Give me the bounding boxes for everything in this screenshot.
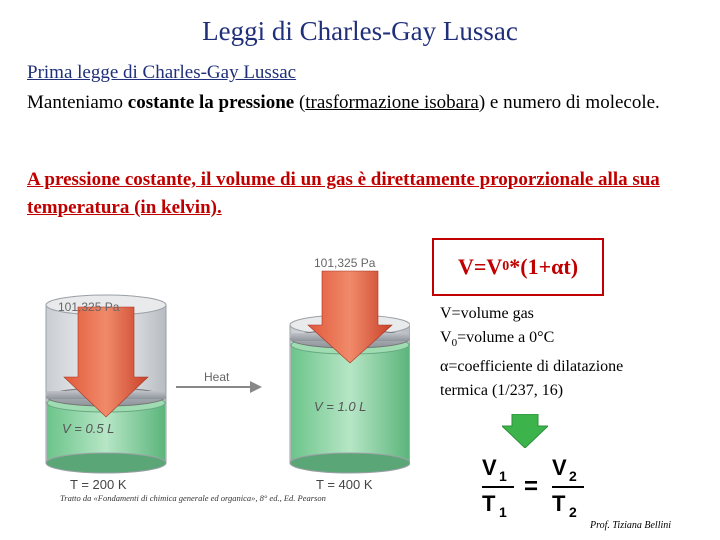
law-statement: A pressione costante, il volume di un gas è direttamente proporzionale alla sua temperatura (in kelvin). — [27, 169, 660, 218]
left-pressure-label: 101,325 Pa — [58, 300, 120, 314]
right-temperature-label: T = 400 K — [316, 477, 373, 492]
legend-line-4: termica (1/237, 16) — [440, 382, 564, 400]
right-volume-label: V = 1.0 L — [314, 399, 367, 414]
eq-v1-sub: 1 — [499, 468, 507, 484]
formula-legend — [440, 302, 623, 403]
left-volume-label: V = 0.5 L — [62, 421, 115, 436]
cylinders-illustration — [40, 245, 410, 493]
left-temperature-label: T = 200 K — [70, 477, 127, 492]
heat-label: Heat — [204, 370, 230, 384]
formula-subscript: 0 — [502, 259, 510, 274]
page-title: Leggi di Charles-Gay Lussac — [202, 16, 518, 46]
section-subtitle: Prima legge di Charles-Gay Lussac — [27, 62, 297, 83]
intro-text-3: ) e numero di molecole. — [478, 92, 660, 113]
left-cylinder — [46, 295, 166, 473]
intro-text-2: ( — [294, 92, 306, 113]
eq-t1: T — [482, 491, 496, 516]
intro-underlined-text: trasformazione isobara — [305, 92, 479, 113]
green-down-arrow-icon — [502, 414, 548, 448]
eq-v2-sub: 2 — [569, 468, 577, 484]
eq-equals: = — [524, 473, 539, 500]
intro-paragraph — [27, 89, 667, 116]
right-pressure-label: 101,325 Pa — [314, 256, 376, 270]
legend-line-3: α=coefficiente di dilatazione — [440, 358, 624, 376]
author-credit: Prof. Tiziana Bellini — [590, 520, 672, 531]
intro-text-1: Manteniamo — [27, 92, 128, 113]
charles-equation — [480, 451, 590, 523]
eq-v1: V — [482, 455, 497, 480]
eq-t1-sub: 1 — [499, 504, 507, 520]
formula-left: V=V — [457, 254, 503, 279]
figure-caption: Tratto da «Fondamenti di chimica generale ed organica», 8° ed., Ed. Pearson — [60, 493, 326, 503]
formula-right: *(1+αt) — [509, 254, 579, 279]
legend-line-2: $V_0=volume$ a 0°C — [440, 329, 555, 350]
intro-bold-text: costante la pressione — [127, 92, 295, 113]
legend-line-1: V=volume gas — [440, 305, 534, 322]
isobaric-figure — [40, 245, 410, 493]
formula-box — [432, 238, 604, 296]
eq-t2: T — [552, 491, 566, 516]
eq-v2: V — [552, 455, 567, 480]
right-cylinder — [290, 271, 410, 473]
eq-t2-sub: 2 — [569, 504, 577, 520]
